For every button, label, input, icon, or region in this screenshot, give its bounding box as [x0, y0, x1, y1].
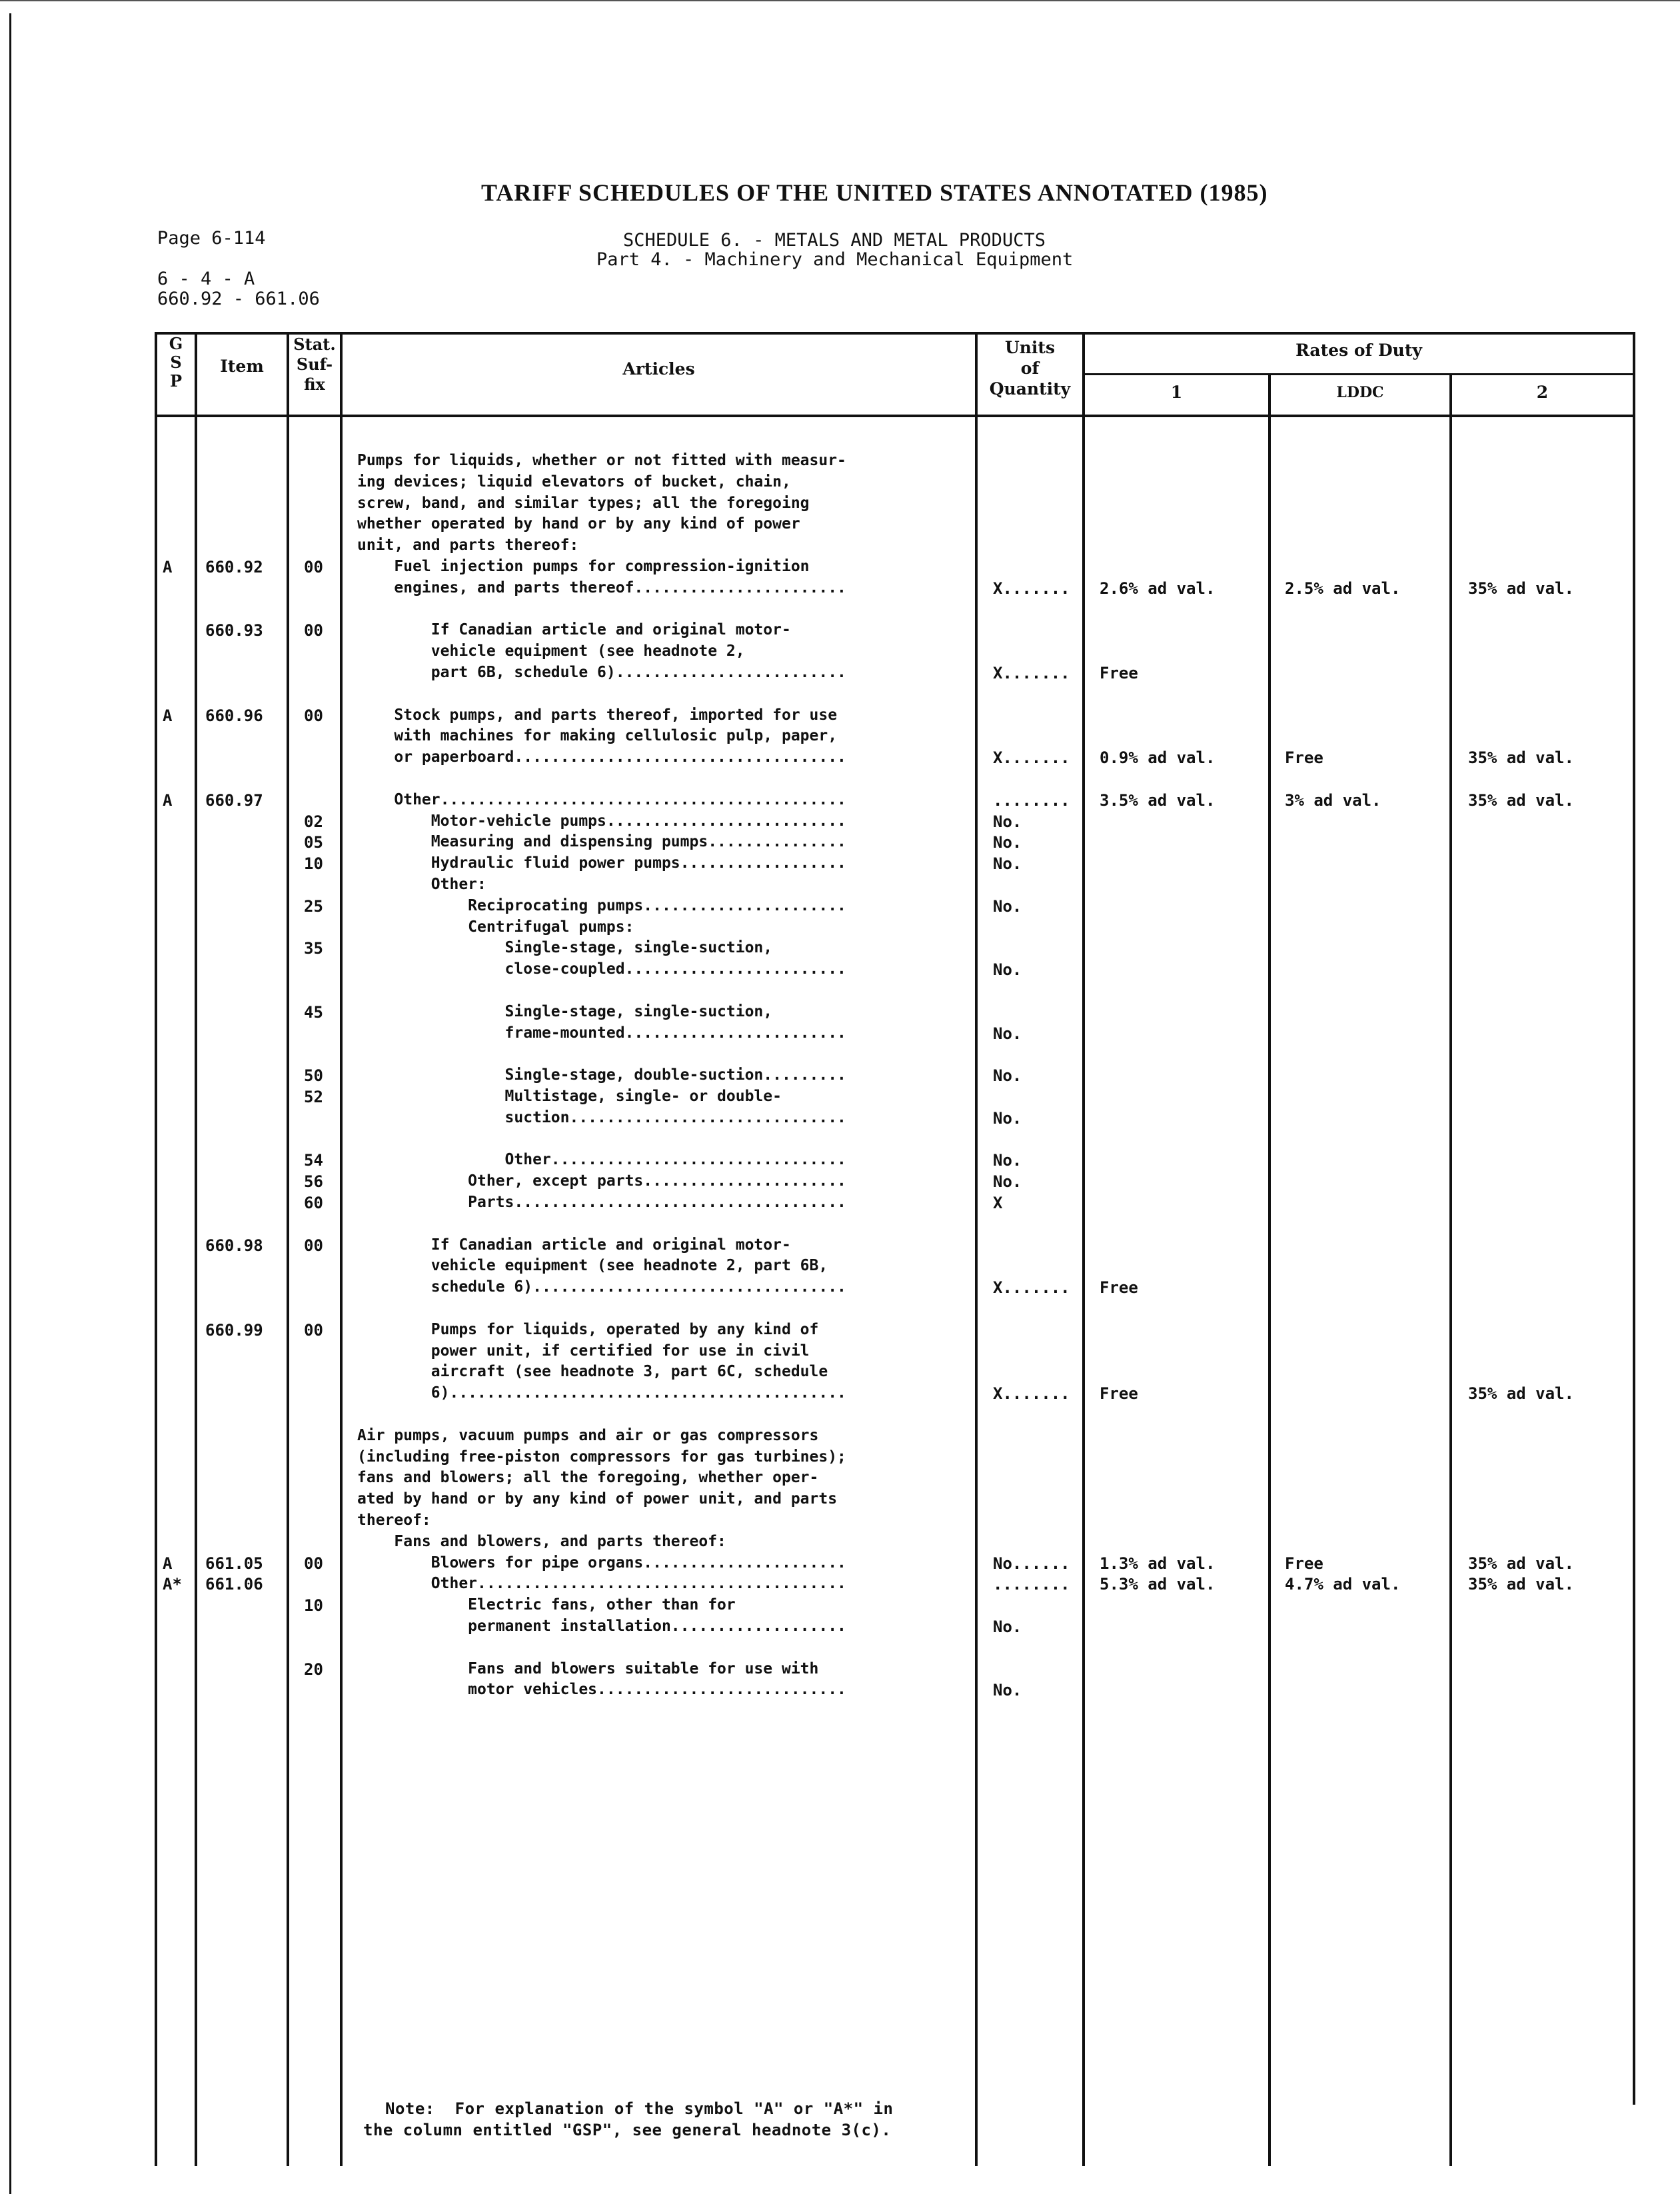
item-number: 661.05 — [205, 1554, 263, 1573]
article-text: Hydraulic fluid power pumps.................. — [357, 854, 846, 872]
rule-item-stat — [287, 332, 289, 2166]
rate-col-1: 2.6% ad val. — [1100, 578, 1216, 598]
rate-col-2: 35% ad val. — [1468, 1575, 1574, 1594]
rate-col-1: 5.3% ad val. — [1100, 1575, 1216, 1594]
article-text: with machines for making cellulosic pulp, paper, — [357, 727, 838, 745]
rate-col-2: 35% ad val. — [1468, 578, 1574, 598]
stat-suffix: 56 — [304, 1172, 323, 1192]
item-range: 660.92 - 661.06 — [157, 289, 320, 309]
article-text: Single-stage, double-suction......... — [357, 1066, 846, 1084]
stat-suffix: 00 — [304, 706, 323, 725]
article-text: ated by hand or by any kind of power unit, and parts — [357, 1490, 838, 1508]
rate-col-2: 35% ad val. — [1468, 1384, 1574, 1404]
rate-col-2: 35% ad val. — [1468, 790, 1574, 810]
article-text: Reciprocating pumps...................... — [357, 896, 846, 914]
stat-suffix: 54 — [304, 1151, 323, 1170]
units-of-quantity: No. — [993, 960, 1022, 980]
article-text: power unit, if certified for use in civil — [357, 1342, 810, 1360]
page-edge-top — [0, 0, 1680, 1]
rate-col-1: 1.3% ad val. — [1100, 1554, 1216, 1573]
rule-gsp-item — [195, 332, 197, 2166]
gsp-symbol: A — [163, 706, 173, 725]
stat-suffix: 20 — [304, 1659, 323, 1679]
stat-suffix: 45 — [304, 1002, 323, 1022]
page-number: Page 6-114 — [157, 228, 266, 249]
article-text: permanent installation................... — [357, 1618, 846, 1635]
stat-suffix: 60 — [304, 1194, 323, 1212]
article-text: Fuel injection pumps for compression-ignition — [357, 558, 810, 575]
rate-col-1: Free — [1100, 1384, 1138, 1404]
rates-subheader-rule — [1082, 373, 1635, 375]
rate-ldc: 2.5% ad val. — [1285, 578, 1401, 598]
article-text: Centrifugal pumps: — [357, 918, 634, 936]
units-of-quantity: No. — [993, 812, 1022, 831]
table-header-rule — [155, 415, 1635, 417]
footnote-line-2: the column entitled "GSP", see general headnote 3(c). — [363, 2121, 892, 2139]
article-text: Blowers for pipe organs...................... — [357, 1554, 846, 1572]
rate-col-1: Free — [1100, 1278, 1138, 1298]
stat-suffix: 10 — [304, 1596, 323, 1616]
stat-suffix: 52 — [304, 1088, 323, 1106]
stat-suffix: 35 — [304, 939, 323, 958]
col-head-rate1: 1 — [1170, 383, 1183, 402]
stat-suffix: 00 — [304, 1554, 323, 1573]
units-of-quantity: ........ — [993, 1575, 1070, 1594]
rule-articles-units — [975, 332, 978, 2166]
article-text: thereof: — [357, 1512, 431, 1529]
col-head-ldc: LDDC — [1336, 384, 1384, 401]
stat-suffix: 05 — [304, 833, 323, 852]
item-number: 660.93 — [205, 621, 263, 640]
schedule-title: SCHEDULE 6. - METALS AND METAL PRODUCTS — [623, 230, 1046, 251]
units-of-quantity: No. — [993, 1066, 1022, 1086]
stat-suffix: 00 — [304, 1320, 323, 1340]
article-text: Other........................................ — [357, 1575, 846, 1593]
article-text: ing devices; liquid elevators of bucket, chain, — [357, 473, 791, 491]
units-of-quantity: X....... — [993, 664, 1070, 682]
units-of-quantity: ........ — [993, 790, 1070, 810]
rate-col-1: Free — [1100, 664, 1138, 682]
rule-stat-articles — [340, 332, 343, 2166]
rule-ldc-rate2 — [1449, 373, 1452, 2166]
article-text: suction.............................. — [357, 1108, 846, 1126]
stat-suffix: 00 — [304, 1236, 323, 1255]
article-text: frame-mounted........................ — [357, 1024, 846, 1042]
item-number: 660.99 — [205, 1320, 263, 1340]
units-of-quantity: No. — [993, 1681, 1022, 1700]
article-text: Motor-vehicle pumps.......................... — [357, 812, 846, 830]
units-of-quantity: No. — [993, 1618, 1022, 1636]
article-text: Other, except parts...................... — [357, 1172, 846, 1190]
rate-col-1: 3.5% ad val. — [1100, 790, 1216, 810]
item-number: 660.92 — [205, 558, 263, 576]
col-head-units: Units of Quantity — [989, 338, 1071, 399]
article-text: Fans and blowers, and parts thereof: — [357, 1532, 726, 1550]
article-text: or paperboard.................................... — [357, 748, 846, 766]
units-of-quantity: No...... — [993, 1554, 1070, 1573]
article-text: Pumps for liquids, whether or not fitted with measur- — [357, 452, 846, 469]
article-text: close-coupled........................ — [357, 960, 846, 978]
footnote-line-1: Note: For explanation of the symbol "A" or "A*" in — [385, 2099, 894, 2118]
page-title: TARIFF SCHEDULES OF THE UNITED STATES ANNOTATED (1985) — [481, 179, 1268, 206]
stat-suffix: 50 — [304, 1066, 323, 1086]
stat-suffix: 10 — [304, 854, 323, 874]
stat-suffix: 02 — [304, 812, 323, 831]
col-head-articles: Articles — [622, 359, 695, 379]
article-text: 6)........................................... — [357, 1384, 846, 1402]
article-text: Other................................ — [357, 1151, 846, 1169]
rate-col-1: 0.9% ad val. — [1100, 748, 1216, 768]
article-text: vehicle equipment (see headnote 2, — [357, 642, 745, 660]
table-top-rule — [155, 332, 1635, 335]
rule-rate1-ldc — [1268, 373, 1271, 2166]
units-of-quantity: X — [993, 1194, 1003, 1212]
stat-suffix: 00 — [304, 621, 323, 640]
item-number: 660.96 — [205, 706, 263, 725]
article-text: If Canadian article and original motor- — [357, 1236, 791, 1254]
article-text: Fans and blowers suitable for use with — [357, 1659, 819, 1677]
item-number: 660.97 — [205, 790, 263, 810]
article-text: Other............................................ — [357, 790, 846, 808]
units-of-quantity: No. — [993, 896, 1022, 916]
units-of-quantity: No. — [993, 833, 1022, 852]
col-head-gsp: G S P — [169, 334, 183, 391]
units-of-quantity: No. — [993, 1108, 1022, 1128]
rate-ldc: 3% ad val. — [1285, 790, 1381, 810]
units-of-quantity: No. — [993, 1151, 1022, 1170]
rule-right — [1633, 332, 1635, 2105]
gsp-symbol: A — [163, 1554, 173, 1573]
article-text: Stock pumps, and parts thereof, imported for use — [357, 706, 838, 724]
units-of-quantity: No. — [993, 854, 1022, 874]
gsp-symbol: A — [163, 790, 173, 810]
article-text: If Canadian article and original motor- — [357, 621, 791, 639]
col-head-rates: Rates of Duty — [1295, 341, 1422, 360]
gsp-symbol: A* — [163, 1575, 182, 1594]
article-text: Measuring and dispensing pumps............... — [357, 833, 846, 851]
section-ref: 6 - 4 - A — [157, 269, 255, 289]
article-text: whether operated by hand or by any kind of power — [357, 515, 800, 533]
rule-units-rates — [1082, 332, 1085, 2166]
gsp-symbol: A — [163, 558, 173, 576]
article-text: Single-stage, single-suction, — [357, 1002, 773, 1020]
stat-suffix: 00 — [304, 558, 323, 576]
units-of-quantity: X....... — [993, 748, 1070, 768]
units-of-quantity: X....... — [993, 1384, 1070, 1404]
article-text: Electric fans, other than for — [357, 1596, 736, 1614]
rate-col-2: 35% ad val. — [1468, 748, 1574, 768]
article-text: schedule 6).................................. — [357, 1278, 846, 1296]
article-text: unit, and parts thereof: — [357, 537, 579, 554]
article-text: Other: — [357, 876, 486, 893]
units-of-quantity: X....... — [993, 1278, 1070, 1298]
rate-ldc: Free — [1285, 748, 1323, 768]
article-text: Single-stage, single-suction, — [357, 939, 773, 957]
units-of-quantity: No. — [993, 1172, 1022, 1192]
stat-suffix: 25 — [304, 896, 323, 916]
rate-ldc: Free — [1285, 1554, 1323, 1573]
part-title: Part 4. - Machinery and Mechanical Equipment — [596, 249, 1074, 270]
rule-left — [155, 332, 157, 2166]
article-text: Air pumps, vacuum pumps and air or gas compressors — [357, 1426, 819, 1444]
col-head-rate2: 2 — [1536, 383, 1549, 402]
article-text: vehicle equipment (see headnote 2, part 6B, — [357, 1257, 828, 1275]
article-text: Parts.................................... — [357, 1194, 846, 1211]
article-text: fans and blowers; all the foregoing, whether oper- — [357, 1469, 819, 1487]
rate-col-2: 35% ad val. — [1468, 1554, 1574, 1573]
item-number: 660.98 — [205, 1236, 263, 1255]
col-head-stat: Stat. Suf- fix — [293, 335, 336, 394]
article-text: screw, band, and similar types; all the foregoing — [357, 494, 810, 512]
article-text: Pumps for liquids, operated by any kind of — [357, 1320, 819, 1338]
article-text: motor vehicles........................... — [357, 1681, 846, 1699]
col-head-item: Item — [220, 357, 264, 376]
article-text: aircraft (see headnote 3, part 6C, schedule — [357, 1363, 828, 1381]
article-text: Multistage, single- or double- — [357, 1088, 782, 1105]
article-text: (including free-piston compressors for gas turbines); — [357, 1448, 846, 1466]
units-of-quantity: X....... — [993, 578, 1070, 598]
article-text: part 6B, schedule 6)......................... — [357, 664, 846, 681]
article-text: engines, and parts thereof....................... — [357, 578, 846, 596]
item-number: 661.06 — [205, 1575, 263, 1594]
rate-ldc: 4.7% ad val. — [1285, 1575, 1401, 1594]
units-of-quantity: No. — [993, 1024, 1022, 1043]
page-edge-left — [9, 13, 11, 2194]
